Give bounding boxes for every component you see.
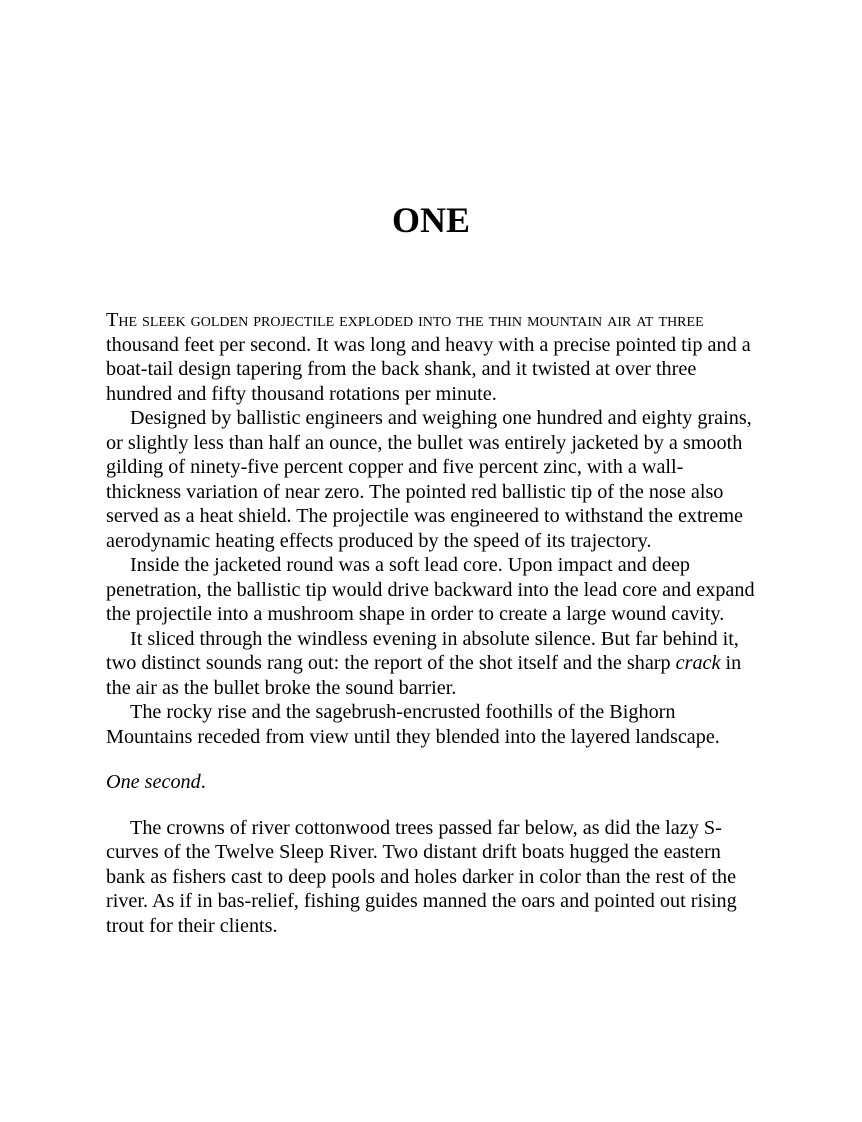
paragraph-3: Inside the jacketed round was a soft lead core. Upon impact and deep penetration, the ballistic tip would drive backward into the lead core and expand the projectile into a mushroom shape in order to create a large wound cavity.	[106, 554, 755, 625]
paragraph-2: Designed by ballistic engineers and weighing one hundred and eighty grains, or slightly less than half an ounce, the bullet was entirely jacketed by a smooth gilding of ninety-five percent copper and five percent zinc, with a wall-thickness variation of near zero. The pointed red ballistic tip of the nose also served as a heat shield. The projectile was engineered to withstand the extreme aerodynamic heating effects produced by the speed of its trajectory.	[106, 407, 752, 552]
paragraph-4-before: It sliced through the windless evening in absolute silence. But far behind it, two distinct sounds rang out: the report of the shot itself and the sharp	[106, 627, 739, 674]
interlude-punct: .	[200, 771, 206, 793]
chapter-body	[106, 308, 758, 938]
paragraph-4-after: in the air as the bullet broke the sound barrier.	[106, 652, 742, 699]
interlude-line	[106, 770, 758, 795]
interlude-italic: One second	[106, 771, 201, 793]
paragraph-4	[106, 627, 758, 701]
paragraph-6: The crowns of river cottonwood trees passed far below, as did the lazy S-curves of the Twelve Sleep River. Two distant drift boats hugged the eastern bank as fishers cast to deep pools and holes darker in color than the rest of the river. As if in bas-relief, fishing guides manned the oars and pointed out rising trout for their clients.	[106, 816, 737, 937]
paragraph-1	[106, 308, 758, 406]
chapter-title: ONE	[391, 200, 470, 240]
opening-small-caps: The sleek golden projectile exploded into the thin mountain air at three	[106, 309, 704, 331]
paragraph-4-emphasis: crack	[675, 652, 721, 674]
paragraph-5: The rocky rise and the sagebrush-encrusted foothills of the Bighorn Mountains receded from view until they blended into the layered landscape.	[106, 701, 720, 748]
paragraph-1-text: thousand feet per second. It was long and heavy with a precise pointed tip and a boat-tail design tapering from the back shank, and it twisted at over three hundred and fifty thousand rotations per minute.	[106, 333, 751, 405]
